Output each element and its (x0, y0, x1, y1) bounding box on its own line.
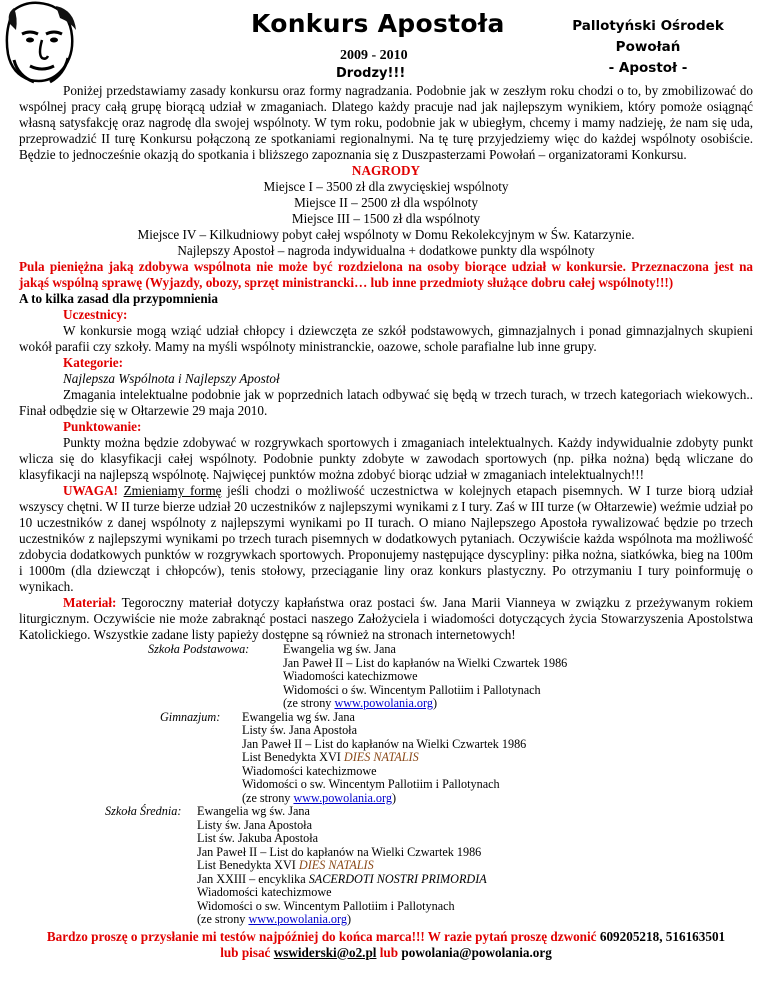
material-label: Materiał: (63, 595, 117, 610)
material-item: Widomości o św. Wincentym Pallotiim i Pallotynach (283, 682, 541, 697)
email-address[interactable]: powolania@powolania.org (401, 944, 552, 960)
prize-item: Miejsce IV – Kilkudniowy pobyt całej wspólnoty w Domu Rekolekcyjnym w Św. Katarzynie. (137, 227, 635, 242)
org-line: - Apostoł - (608, 60, 688, 76)
founder-portrait-image (0, 0, 82, 84)
phone-numbers: 609205218, 516163501 (599, 928, 726, 944)
intro-paragraph: Poniżej przedstawiamy zasady konkursu oraz formy nagradzania. Podobnie jak w zeszłym roku chodzi o to, by zmobilizować do wspólnej pracy całą grupę biorącą udział w zmaganiach. Dlatego każdy pracuje nad jak najlepszym wynikiem, który pomoże osiągnąć własną satysfakcję oraz nagrodę dla swojej wspólnoty. W tym roku, podobnie jak w ubiegłym, chcemy i mamy nadzieję, że nam się uda, przeprowadzić II turę Konkursu połączoną ze spotkaniami regionalnymi. Na tę turę przyjedziemy więc do każdej wspólnoty osobiście. Będzie to jednocześnie okazją do spotkania i bliższego zapoznania się z Duszpasterzami Powołań – organizatorami Konkursu. (19, 83, 753, 162)
materials-middle-label: Gimnazjum: (160, 709, 221, 724)
material-item: Jan Paweł II – List do kapłanów na Wielki Czwartek 1986 (242, 736, 527, 751)
org-line: Powołań (615, 39, 681, 55)
material-item: Wiadomości katechizmowe (242, 763, 377, 778)
materials-high-label: Szkoła Średnia: (105, 804, 182, 818)
prize-item: Najlepszy Apostoł – nagroda indywidualna + dodatkowe punkty dla wspólnoty (177, 243, 595, 258)
materials-primary-label: Szkoła Podstawowa: (148, 642, 250, 656)
warning-paragraph (19, 483, 753, 595)
prize-note: Pula pieniężna jaką zdobywa wspólnota nie może być rozdzielona na osoby biorące udział w konkursie. Przeznaczona jest na jakąś wspólną sprawę (Wyjazdy, obozy, sprzęt ministrancki… lub inne przedmioty służące dobru całej wspólnoty!!!) (19, 259, 753, 290)
material-item: Listy św. Jana Apostoła (197, 817, 312, 832)
scoring-text: Punkty można będzie zdobywać w rozgrywkach sportowych i zmaganiach intelektualnych. Każdy indywidualnie zdobyty punkt wlicza się do klasyfikacji całej wspólnoty. Podobnie punkty zdobyte w zawodach sportowych (np. piłka nożna) będą wliczane do klasyfikacji na najlepszą wspólnotę. Najwięcej punktów można zdobyć biorąc udział w zmaganiach intelektualnych!!! (19, 435, 753, 482)
material-source: (ze strony www.powolania.org) (197, 912, 352, 926)
categories-heading: Kategorie: (63, 355, 124, 370)
material-item: Jan XXIII – encyklika SACERDOTI NOSTRI PRIMORDIA (197, 871, 487, 886)
powolania-link[interactable]: www.powolania.org (334, 696, 433, 710)
page-title: Konkurs Apostoła (251, 9, 505, 38)
prize-item: Miejsce I – 3500 zł dla zwycięskiej wspólnoty (263, 179, 509, 194)
material-text: Tegoroczny materiał dotyczy kapłaństwa oraz postaci św. Jana Marii Vianneya w związku z przeżywanym rokiem liturgicznym. Oczywiście nie może zabraknąć postaci naszego Założyciela i wiadomości dotyczących życia Stowarzyszenia Apostolstwa Katolickiego. Wszystkie zadane listy papieży dostępne są również na stronach internetowych! (19, 595, 753, 642)
categories-subtitle: Najlepsza Wspólnota i Najlepszy Apostoł (63, 371, 280, 386)
material-paragraph (19, 595, 753, 643)
material-item: Listy św. Jana Apostoła (242, 723, 357, 737)
material-source: (ze strony www.powolania.org) (283, 696, 438, 710)
material-item: Wiadomości katechizmowe (197, 885, 332, 899)
warning-label: UWAGA! (63, 483, 118, 498)
material-item: List Benedykta XVI DIES NATALIS (242, 750, 419, 764)
organization-name (568, 16, 728, 79)
warning-text: jeśli chodzi o możliwość uczestnictwa w kolejnych etapach pisemnych. W I turze biorą udział wszyscy chętni. W II turze bierze udział 20 uczestników z najlepszymi wynikami z I tury. Zaś w III turze (w Ołtarzewie) weźmie udział po 10 uczestników z danej wspólnoty z najlepszymi wynikami po II turach. O miano Najlepszego Apostoła rywalizować będzie po trzech uczestników z najlepszymi wynikami po trzech turach pisemnych w dodatkowych pytaniach. Oczywiście każda wspólnota ma możliwość zdobycia dodatkowych punktów w rozgrywkach sportowych. Proponujemy następujące dyscypliny: piłka nożna, siatkówka, bieg na 100m i 1000m (dla dziewcząt i chłopców), tenis stołowy, przeciąganie liny oraz konkurs plastyczny. Po otrzymaniu I tury poinformuję o wynikach. (19, 483, 754, 594)
prize-item: Miejsce III – 1500 zł dla wspólnoty (291, 211, 481, 226)
participants-text: W konkursie mogą wziąć udział chłopcy i dziewczęta ze szkół podstawowych, gimnazjalnych i ponad gimnazjalnych skupieni wokół parafii czy szkoły. Mamy na myśli wspólnoty ministranckie, oazowe, schole parafialne lub inne grupy. (19, 323, 753, 354)
material-item: Widomości o sw. Wincentym Pallotiim i Pallotynach (242, 777, 500, 791)
org-line: Pallotyński Ośrodek (572, 18, 724, 34)
material-item: Wiadomości katechizmowe (283, 669, 418, 683)
email-link[interactable]: wswiderski@o2.pl (273, 944, 377, 960)
material-item: Ewangelia wg św. Jana (283, 642, 396, 656)
material-item: Jan Paweł II – List do kapłanów na Wielki Czwartek 1986 (283, 655, 568, 670)
participants-heading: Uczestnicy: (63, 307, 128, 322)
material-item: List Benedykta XVI DIES NATALIS (197, 858, 374, 872)
prize-item: Miejsce II – 2500 zł dla wspólnoty (294, 195, 478, 210)
document-body (19, 83, 753, 961)
material-item: List św. Jakuba Apostoła (197, 831, 319, 845)
material-source: (ze strony www.powolania.org) (242, 790, 397, 805)
warning-underlined: Zmieniamy formę (123, 483, 222, 498)
material-item: Ewangelia wg św. Jana (242, 709, 355, 724)
material-item: Jan Paweł II – List do kapłanów na Wielki Czwartek 1986 (197, 844, 482, 859)
materials-list (19, 643, 753, 927)
footer-line-1: Bardzo proszę o przysłanie mi testów najpóźniej do końca marca!!! W razie pytań proszę dzwonić 609205218, 516163501 (46, 928, 726, 944)
material-item: Widomości o sw. Wincentym Pallotiim i Pallotynach (197, 898, 455, 913)
powolania-link[interactable]: www.powolania.org (248, 912, 347, 926)
footer-line-2: lub pisać wswiderski@o2.pl lub powolania@powolania.org (220, 944, 552, 960)
categories-text: Zmagania intelektualne podobnie jak w poprzednich latach odbywać się będą w trzech turach, w trzech kategoriach wiekowych.. Finał odbędzie się w Ołtarzewie 29 maja 2010. (19, 387, 753, 418)
prizes-heading: NAGRODY (351, 163, 421, 178)
school-year: 2009 - 2010 (340, 48, 408, 63)
material-item: Ewangelia wg św. Jana (197, 804, 310, 818)
greeting: Drodzy!!! (336, 66, 406, 81)
scoring-heading: Punktowanie: (63, 419, 142, 434)
rules-heading: A to kilka zasad dla przypomnienia (19, 291, 218, 306)
powolania-link[interactable]: www.powolania.org (293, 790, 392, 805)
